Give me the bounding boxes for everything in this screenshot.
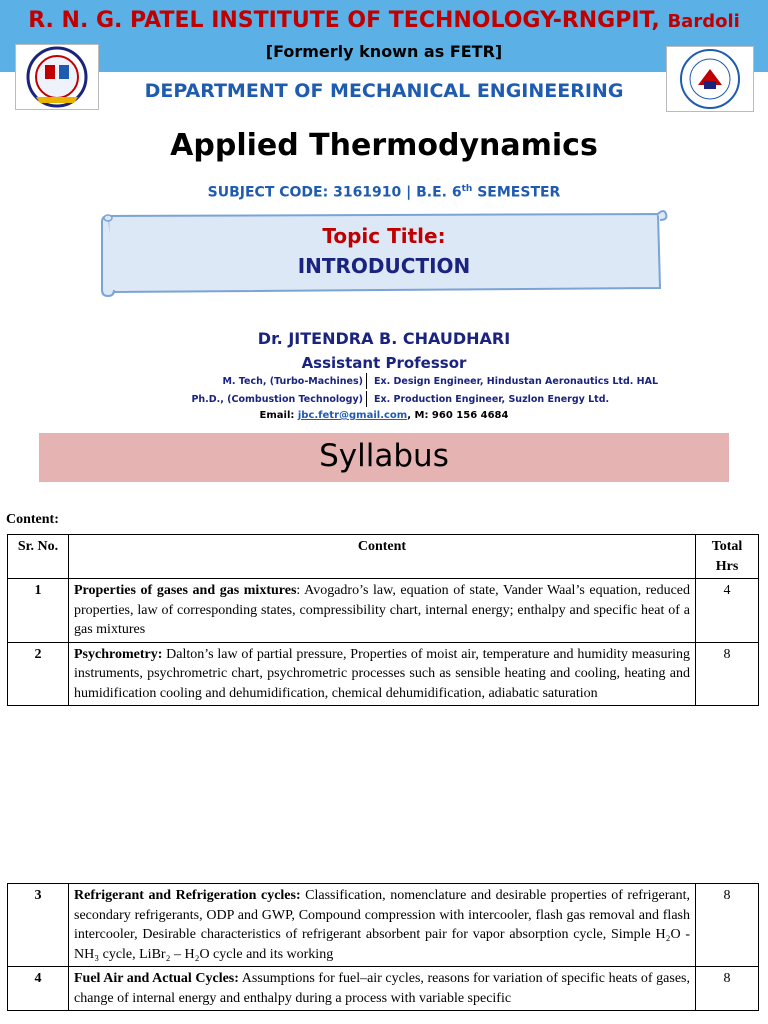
table-header-row	[8, 535, 759, 579]
email-link[interactable]: jbc.fetr@gmail.com	[297, 410, 408, 421]
syllabus-banner	[39, 433, 729, 482]
semester-superscript: th	[461, 184, 473, 194]
qualification-mtech: M. Tech, (Turbo-Machines)	[222, 376, 363, 387]
syllabus-heading: Syllabus	[319, 438, 449, 474]
author-name: Dr. JITENDRA B. CHAUDHARI	[257, 329, 511, 348]
table-row	[8, 579, 759, 643]
row-sr-no: 4	[8, 967, 69, 1011]
row-sr-no: 2	[8, 642, 69, 706]
institute-location: Bardoli	[667, 11, 740, 32]
row-hours: 4	[696, 579, 759, 643]
email-label: Email:	[259, 410, 295, 421]
row-sr-no: 1	[8, 579, 69, 643]
topic-label: Topic Title:	[322, 224, 446, 248]
subject-code	[0, 184, 768, 201]
course-title: Applied Thermodynamics	[170, 128, 598, 163]
row-text: Classification, nomenclature and desirable properties of refrigerant, secondary refrigerants, ODP and GWP, Compound compression with intercooler, flash gas removal and flash intercooler, Desirable characteristics of refrigerant absorbent pair for vapor absorption cycle, Simple H₂O -NH₃ cycle, LiBr₂ – H₂O cycle and its working	[74, 888, 690, 962]
credential-divider	[366, 391, 367, 407]
row-text: Dalton’s law of partial pressure, Properties of moist air, temperature and humidity measuring instruments, psychrometric chart, psychrometric processes such as sensible heating and cooling, heating and humidification cooling and dehumidification, chemical dehumidification, adiabatic saturation	[74, 646, 690, 701]
subject-code-text: SUBJECT CODE: 3161910 | B.E. 6	[207, 184, 462, 201]
credential-divider	[366, 373, 367, 389]
experience-suzlon: Ex. Production Engineer, Suzlon Energy Ltd.	[374, 394, 610, 405]
contact-row	[0, 410, 768, 421]
mobile-number: , M: 960 156 4684	[407, 410, 509, 421]
row-title: Fuel Air and Actual Cycles:	[74, 971, 239, 986]
experience-hal: Ex. Design Engineer, Hindustan Aeronautics Ltd. HAL	[374, 376, 659, 387]
row-content	[69, 967, 696, 1011]
title-slide	[0, 0, 768, 492]
institute-name: R. N. G. PATEL INSTITUTE OF TECHNOLOGY-RNGPIT,	[28, 8, 660, 33]
qualification-phd: Ph.D., (Combustion Technology)	[191, 394, 363, 405]
row-hours: 8	[696, 642, 759, 706]
institute-title	[0, 8, 768, 33]
row-title: Psychrometry:	[74, 646, 163, 662]
header-sr-no: Sr. No.	[8, 535, 69, 579]
table-row	[8, 967, 759, 1011]
formerly-known-as: [Formerly known as FETR]	[265, 42, 503, 61]
row-title: Properties of gases and gas mixtures	[74, 583, 297, 598]
row-hours: 8	[696, 884, 759, 967]
row-content	[69, 642, 696, 706]
author-role: Assistant Professor	[301, 354, 467, 372]
syllabus-table	[7, 534, 759, 706]
row-title: Refrigerant and Refrigeration cycles:	[74, 888, 301, 903]
row-content	[69, 579, 696, 643]
university-logo	[666, 46, 754, 112]
semester-label: SEMESTER	[472, 184, 561, 201]
row-hours: 8	[696, 967, 759, 1011]
table-row	[8, 642, 759, 706]
department-name: DEPARTMENT OF MECHANICAL ENGINEERING	[144, 80, 624, 102]
topic-scroll-banner	[98, 204, 670, 300]
row-sr-no: 3	[8, 884, 69, 967]
content-label: Content:	[6, 512, 59, 527]
topic-title: INTRODUCTION	[297, 254, 471, 278]
row-text: : Avogadro’s law, equation of state, Vander Waal’s equation, reduced properties, law of corresponding states, compressibility chart, internal energy; enthalpy and specific heat of a gas mixtures	[74, 583, 691, 637]
syllabus-table-continued	[7, 883, 759, 1011]
row-content	[69, 884, 696, 967]
table-row	[8, 884, 759, 967]
row-text: Assumptions for fuel–air cycles, reasons for variation of specific heats of gases, change of internal energy and enthalpy during a process with variable specific	[74, 971, 690, 1006]
header-content: Content	[69, 535, 696, 579]
header-total-hrs: Total Hrs	[696, 535, 759, 579]
